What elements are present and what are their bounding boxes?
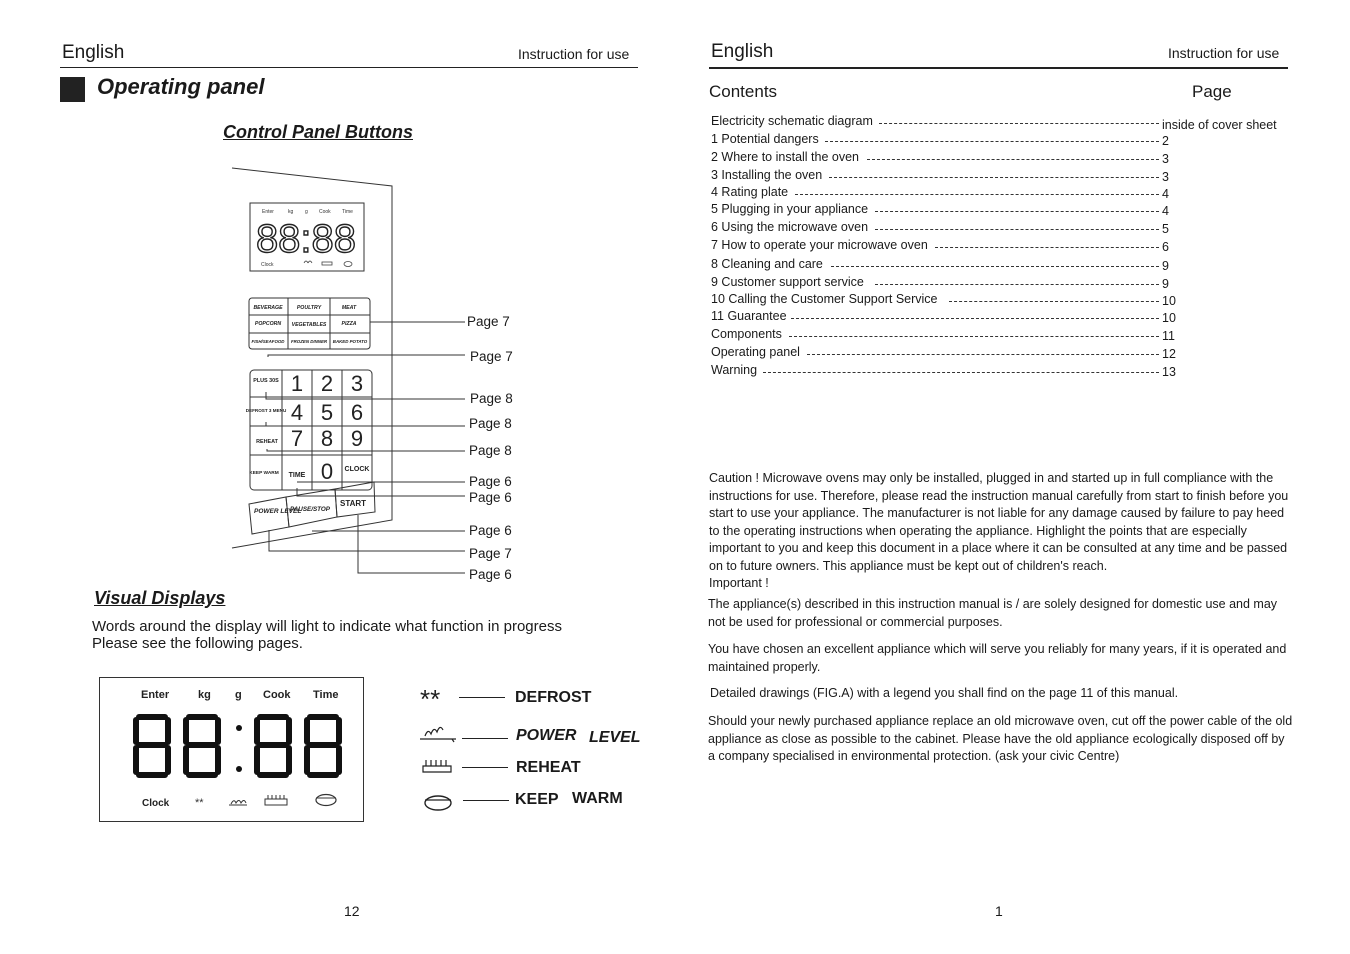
key-2: 2 — [320, 371, 334, 396]
button-frozen-dinner: FROZEN DINNER — [290, 339, 328, 344]
important-label: Important ! — [709, 576, 769, 590]
control-panel-title: Control Panel Buttons — [223, 122, 413, 142]
toc-row — [711, 363, 1291, 380]
small-display-label-cook: Cook — [319, 209, 331, 215]
toc-row — [711, 238, 1291, 255]
left-language-label: English — [62, 42, 125, 63]
visual-displays-title: Visual Displays — [94, 588, 226, 608]
toc-title: 6 Using the microwave oven — [711, 220, 871, 234]
callout-plus-30s: Page 7 — [470, 349, 513, 364]
legend-power: POWER — [516, 727, 577, 744]
toc-page: 3 — [1162, 152, 1169, 166]
caution-paragraph: Caution ! Microwave ovens may only be installed, plugged in and started up in full compliance with the instructions for use. Therefore, please read the instruction manual carefully from start to finish before you start to use your appliance. The manufacturer is not liable for any damage caused by failure to pay heed to the operating instructions when operating the appliance. Highlight the points that are especially important to you and keep this document in a place where it can be consulted at any time and be passed on to future owners. This appliance must be kept out of children's reach. — [709, 471, 1289, 573]
section-title: Operating panel — [97, 74, 265, 99]
toc-title: Components — [711, 327, 785, 341]
legend-warm: WARM — [572, 790, 623, 807]
toc-page: 13 — [1162, 365, 1176, 379]
left-page-number: 12 — [344, 903, 360, 919]
toc-row — [711, 202, 1291, 219]
key-7: 7 — [290, 426, 304, 451]
reheat-legend-icon — [423, 760, 451, 772]
button-beverage: BEVERAGE — [253, 305, 283, 311]
toc-page: inside of cover sheet — [1162, 118, 1277, 132]
toc-title: 1 Potential dangers — [711, 132, 822, 146]
button-reheat: REHEAT — [256, 439, 278, 445]
toc-row — [711, 292, 1291, 309]
keep-warm-indicator-icon — [316, 795, 336, 806]
reheat-mini-icon — [322, 262, 332, 265]
toc-title: 2 Where to install the oven — [711, 150, 862, 164]
toc-title: 4 Rating plate — [711, 185, 791, 199]
button-plus-30s: PLUS 30S — [253, 378, 279, 384]
visual-displays-text-1: Words around the display will light to indicate what function in progress — [92, 618, 562, 635]
callout-start: Page 6 — [469, 567, 512, 582]
keep-warm-mini-icon — [344, 262, 352, 267]
toc-row — [711, 345, 1291, 362]
legend-keep: KEEP — [515, 791, 559, 808]
small-display-label-g: g — [305, 209, 308, 215]
toc-page: 5 — [1162, 222, 1169, 236]
small-display-label-clock: Clock — [261, 262, 274, 268]
large-display-label-enter: Enter — [141, 689, 170, 701]
toc-page: 6 — [1162, 240, 1169, 254]
left-header-subtitle: Instruction for use — [518, 46, 630, 62]
replace-old-oven-paragraph: Should your newly purchased appliance replace an old microwave oven, cut off the power cable of the old appliance as close as possible to the cabinet. Please have the old appliance ecologically disposed off by a company specialised in environmental protection. (ask your civic Centre) — [708, 714, 1293, 764]
toc-row — [711, 220, 1291, 237]
toc-page: 11 — [1162, 329, 1175, 343]
toc-page: 4 — [1162, 187, 1169, 201]
defrost-indicator-icon: ** — [195, 797, 204, 809]
small-display-digits: 88:88 — [255, 217, 357, 261]
callout-defrost: Page 8 — [470, 391, 513, 406]
toc-page: 10 — [1162, 311, 1176, 325]
visual-displays-text-2: Please see the following pages. — [92, 635, 303, 652]
callout-food-buttons: Page 7 — [467, 314, 510, 329]
button-pause-stop: PAUSE/STOP — [290, 506, 331, 513]
right-header-subtitle: Instruction for use — [1168, 45, 1280, 61]
toc-title: 9 Customer support service — [711, 275, 867, 289]
toc-title: 11 Guarantee — [711, 309, 790, 323]
right-header-rule — [709, 67, 1288, 69]
power-legend-line — [462, 738, 508, 739]
page-column-heading: Page — [1192, 82, 1232, 101]
button-clock: CLOCK — [344, 466, 370, 473]
toc-row — [711, 132, 1291, 149]
power-level-button-shape — [249, 497, 289, 534]
key-0: 0 — [320, 459, 334, 484]
reheat-legend-line — [462, 767, 508, 768]
button-keep-warm: KEEP WARM — [249, 471, 279, 476]
callout-keep-warm: Page 8 — [469, 443, 512, 458]
key-5: 5 — [320, 400, 334, 425]
toc-page: 3 — [1162, 170, 1169, 184]
callout-power-level: Page 7 — [469, 546, 512, 561]
colon-dot-bottom — [236, 766, 242, 772]
key-3: 3 — [350, 371, 364, 396]
contents-heading: Contents — [709, 82, 778, 101]
small-display-label-time: Time — [342, 209, 353, 215]
toc-page: 4 — [1162, 204, 1169, 218]
small-display-mode-icons — [304, 261, 352, 267]
large-display — [99, 677, 365, 823]
key-9: 9 — [350, 426, 364, 451]
defrost-legend-line — [459, 697, 505, 698]
right-language-label: English — [711, 41, 774, 62]
button-meat: MEAT — [341, 305, 357, 311]
button-vegetables: VEGETABLES — [291, 322, 327, 328]
large-display-label-g: g — [235, 689, 242, 701]
key-4: 4 — [290, 400, 304, 425]
callout-time: Page 6 — [469, 474, 512, 489]
toc-title: 10 Calling the Customer Support Service — [711, 292, 941, 306]
digit-3 — [257, 717, 289, 775]
button-pizza: PIZZA — [341, 321, 357, 327]
defrost-legend-icon: ** — [420, 684, 441, 714]
toc-title: 7 How to operate your microwave oven — [711, 238, 931, 252]
button-time: TIME — [288, 472, 306, 479]
toc-title: 3 Installing the oven — [711, 168, 825, 182]
legend-icons — [415, 682, 475, 812]
button-start: START — [340, 499, 367, 508]
small-display-label-enter: Enter — [262, 209, 274, 215]
digit-4 — [307, 717, 339, 775]
callout-reheat: Page 8 — [469, 416, 512, 431]
toc-page: 10 — [1162, 294, 1176, 308]
right-page-number: 1 — [995, 903, 1003, 919]
toc-title: Electricity schematic diagram — [711, 114, 876, 128]
toc-page: 12 — [1162, 347, 1176, 361]
small-display-top-labels — [262, 209, 353, 215]
digit-1 — [136, 717, 168, 775]
large-display-label-kg: kg — [198, 689, 211, 701]
button-popcorn: POPCORN — [254, 321, 282, 327]
domestic-use-paragraph: The appliance(s) described in this instruction manual is / are solely designed for domestic use and may not be used for professional or commercial purposes. — [708, 597, 1278, 629]
key-6: 6 — [350, 400, 364, 425]
large-display-label-clock: Clock — [142, 798, 170, 809]
toc-title: 8 Cleaning and care — [711, 257, 826, 271]
callout-clock: Page 6 — [469, 490, 512, 505]
toc-row — [711, 185, 1291, 202]
toc-page: 9 — [1162, 259, 1169, 273]
toc-title: Operating panel — [711, 345, 803, 359]
button-defrost-3-menu: DEFROST 3 MENU — [245, 408, 287, 413]
button-power-level: POWER LEVEL — [254, 508, 302, 515]
legend-defrost: DEFROST — [515, 689, 592, 706]
toc-row — [711, 114, 1291, 131]
toc-row — [711, 257, 1291, 274]
large-display-label-time: Time — [313, 689, 339, 701]
toc-row — [711, 327, 1291, 344]
keep-warm-legend-icon — [425, 796, 451, 810]
toc-title: 5 Plugging in your appliance — [711, 202, 871, 216]
legend-level: LEVEL — [589, 729, 641, 746]
button-poultry: POULTRY — [296, 305, 322, 311]
small-display-label-kg: kg — [288, 209, 294, 215]
reheat-indicator-icon — [265, 795, 287, 805]
power-mini-icon — [304, 261, 312, 263]
button-fish-seafood: FISH/SEAFOOD — [251, 339, 285, 344]
large-display-label-cook: Cook — [263, 689, 291, 701]
key-1: 1 — [290, 371, 304, 396]
colon-dot-top — [236, 725, 242, 731]
toc-page: 2 — [1162, 134, 1169, 148]
toc-page: 9 — [1162, 277, 1169, 291]
keep-warm-legend-line — [463, 800, 509, 801]
toc-row — [711, 150, 1291, 167]
power-legend-icon — [420, 727, 456, 742]
key-8: 8 — [320, 426, 334, 451]
toc-title: Warning — [711, 363, 760, 377]
control-panel-diagram — [0, 0, 640, 600]
button-baked-potato: BAKED POTATO — [332, 339, 368, 344]
digit-2 — [186, 717, 218, 775]
toc-row — [711, 168, 1291, 185]
excellent-appliance-paragraph: You have chosen an excellent appliance which will serve you reliably for many years, if it is operated and maintained properly. — [708, 642, 1287, 674]
toc-row — [711, 275, 1291, 292]
callout-pause-stop: Page 6 — [469, 523, 512, 538]
legend-reheat: REHEAT — [516, 759, 581, 776]
toc-row — [711, 309, 1291, 326]
drawings-paragraph: Detailed drawings (FIG.A) with a legend you shall find on the page 11 of this manual. — [710, 686, 1179, 700]
power-indicator-icon — [229, 801, 247, 806]
